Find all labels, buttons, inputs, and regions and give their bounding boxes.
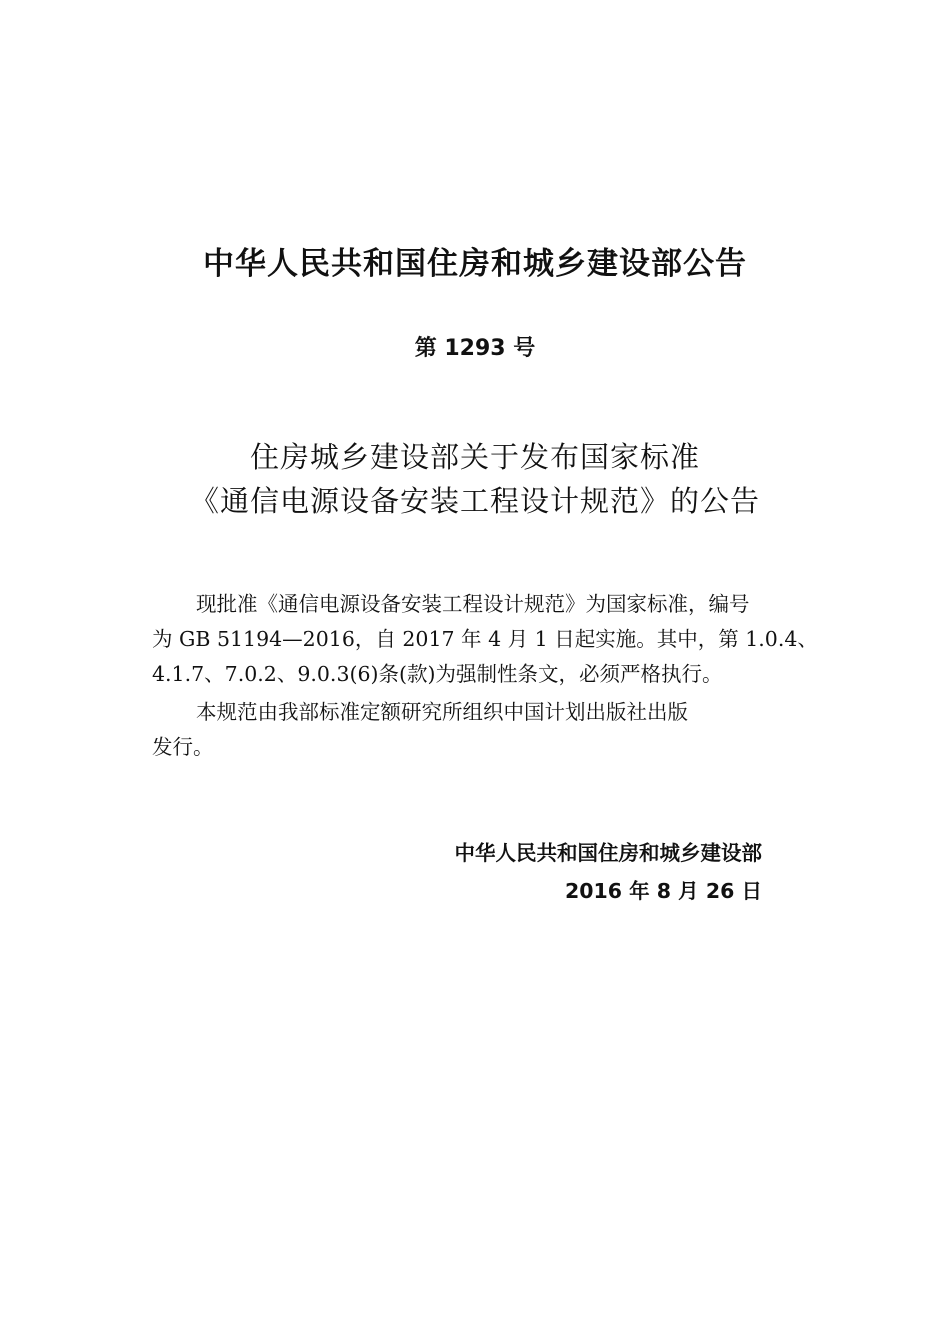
- signature-organization: 中华人民共和国住房和城乡建设部: [454, 841, 762, 865]
- notice-title-line-1: 住房城乡建设部关于发布国家标准: [249, 440, 700, 474]
- body-paragraph-1-line-3: 4.1.7、7.0.2、9.0.3(6)条(款)为强制性条文，必须严格执行。: [152, 662, 723, 686]
- signature-date: 2016 年 8 月 26 日: [564, 879, 762, 903]
- body-paragraph-2-line-1: 本规范由我部标准定额研究所组织中国计划出版社出版: [196, 700, 688, 724]
- notice-number: 第 1293 号: [414, 336, 536, 361]
- body-paragraph-2-line-2: 发行。: [152, 735, 214, 759]
- issuer-heading: 中华人民共和国住房和城乡建设部公告: [203, 246, 747, 282]
- body-paragraph-1-line-2: 为 GB 51194—2016，自 2017 年 4 月 1 日起实施。其中，第 1.0.4、: [152, 627, 818, 651]
- signature-block: [455, 834, 763, 910]
- notice-title-line-2: 《通信电源设备安装工程设计规范》的公告: [189, 484, 760, 518]
- body-paragraph-1-line-1: 现批准《通信电源设备安装工程设计规范》为国家标准，编号: [196, 592, 750, 616]
